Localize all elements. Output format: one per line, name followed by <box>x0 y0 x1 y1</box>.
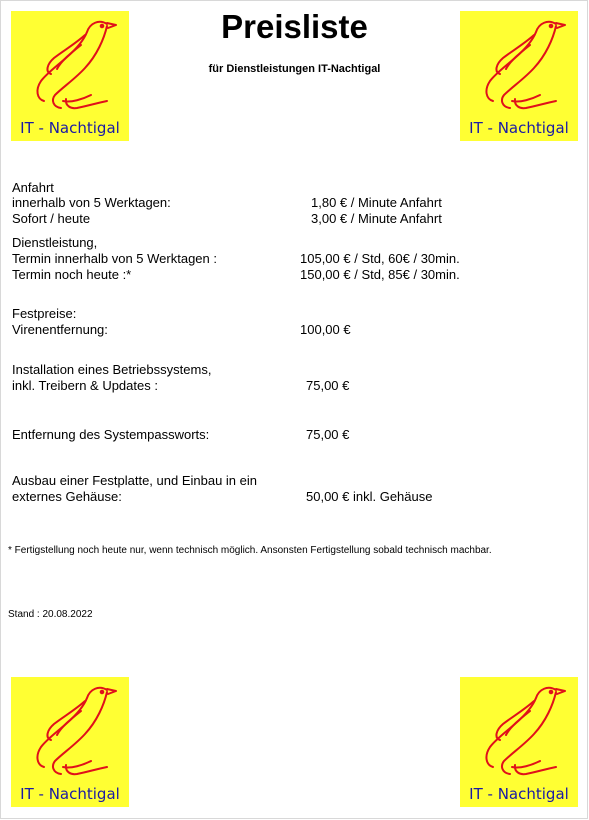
dienstleistung-label-5-werktage: Termin innerhalb von 5 Werktagen : <box>12 251 217 266</box>
installation-label-line1: Installation eines Betriebssystems, <box>12 362 212 377</box>
anfahrt-label-sofort: Sofort / heute <box>12 211 91 226</box>
footnote: * Fertigstellung noch heute nur, wenn technisch möglich. Ansonsten Fertigstellung sobald technisch machbar. <box>8 545 492 556</box>
passwort-label: Entfernung des Systempassworts: <box>12 427 210 442</box>
section-heading-festpreise: Festpreise: <box>12 306 77 321</box>
installation-price: 75,00 € <box>306 378 350 393</box>
logo-bottom-right <box>460 677 578 807</box>
festplatte-label-line2: externes Gehäuse: <box>12 489 122 504</box>
section-heading-anfahrt: Anfahrt <box>12 180 54 195</box>
nightingale-bird-icon <box>460 677 578 787</box>
section-heading-dienstleistung: Dienstleistung, <box>12 235 98 250</box>
anfahrt-price-5-werktage: 1,80 € / Minute Anfahrt <box>311 195 442 210</box>
logo-text: IT - Nachtigal <box>20 119 120 137</box>
logo-text: IT - Nachtigal <box>469 785 569 803</box>
anfahrt-price-sofort: 3,00 € / Minute Anfahrt <box>311 211 442 226</box>
festplatte-price: 50,00 € inkl. Gehäuse <box>306 489 433 504</box>
festplatte-label-line1: Ausbau einer Festplatte, und Einbau in ein <box>12 473 258 488</box>
installation-label-line2: inkl. Treibern & Updates : <box>12 378 158 393</box>
stand-date: Stand : 20.08.2022 <box>8 609 93 620</box>
logo-text: IT - Nachtigal <box>20 785 120 803</box>
logo-text: IT - Nachtigal <box>469 119 569 137</box>
virenentfernung-price: 100,00 € <box>300 322 351 337</box>
dienstleistung-price-5-werktage: 105,00 € / Std, 60€ / 30min. <box>300 251 460 266</box>
logo-bottom-left <box>11 677 129 807</box>
anfahrt-label-5-werktage: innerhalb von 5 Werktagen: <box>12 195 171 210</box>
nightingale-bird-icon <box>11 677 129 787</box>
page-title: Preisliste <box>221 8 368 45</box>
passwort-price: 75,00 € <box>306 427 350 442</box>
dienstleistung-price-heute: 150,00 € / Std, 85€ / 30min. <box>300 267 460 282</box>
virenentfernung-label: Virenentfernung: <box>12 322 108 337</box>
page-subtitle: für Dienstleistungen IT-Nachtigal <box>208 63 381 75</box>
dienstleistung-label-heute: Termin noch heute :* <box>12 267 132 282</box>
